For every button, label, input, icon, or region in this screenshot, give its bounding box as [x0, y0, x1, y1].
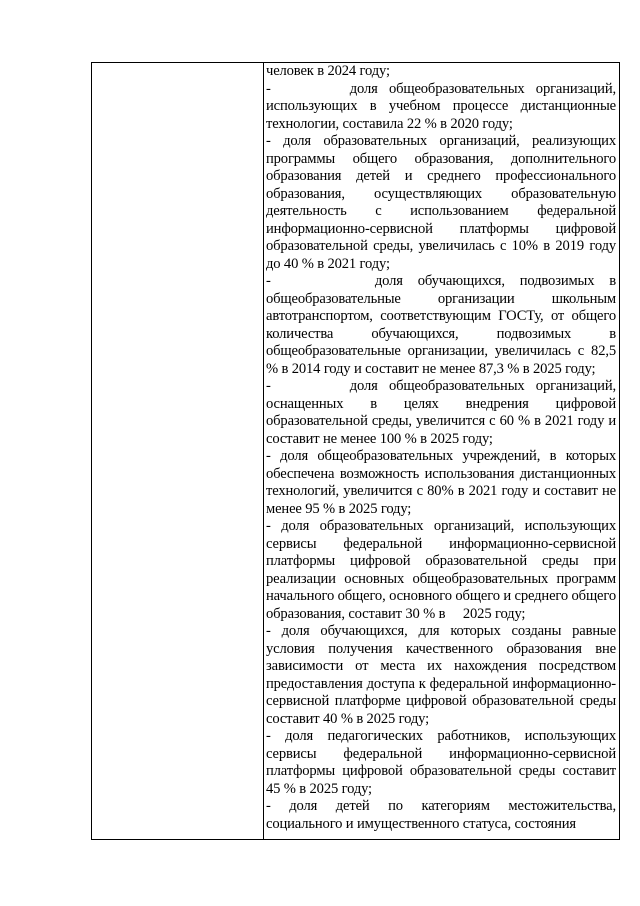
content-table [91, 62, 620, 840]
text-paragraph-7: - доля образовательных организаций, использующих сервисы федеральной информационно-сервисной платформы цифровой образовательной среды при реализации основных общеобразовательных программ начального общего, основного общего и среднего общего образования, составит 30 % в 2025 году; [266, 518, 616, 622]
text-paragraph-2: - доля общеобразовательных организаций, использующих в учебном процессе дистанционные технологии, составила 22 % в 2020 году; [266, 80, 616, 132]
text-paragraph-10: - доля детей по категориям местожительства, социального и имущественного статуса, состояния [266, 798, 616, 832]
text-paragraph-4: - доля обучающихся, подвозимых в общеобразовательные организации школьным автотранспортом, соответствующим ГОСТу, от общего количества обучающихся, подвозимых в общеобразовательные организации, увеличилась с 82,5 % в 2014 году и составит не менее 87,3 % в 2025 году; [266, 273, 616, 377]
text-paragraph-9: - доля педагогических работников, использующих сервисы федеральной информационно-сервисной платформы цифровой образовательной среды составит 45 % в 2025 году; [266, 728, 616, 797]
text-paragraph-6: - доля общеобразовательных учреждений, в которых обеспечена возможность использования дистанционных технологий, увеличится с 80% в 2021 году и составит не менее 95 % в 2025 году; [266, 448, 616, 517]
text-paragraph-3: - доля образовательных организаций, реализующих программы общего образования, дополнительного образования детей и среднего профессионального образования, осуществляющих образовательную деятельность с использованием федеральной информационно-сервисной платформы цифровой образовательной среды, увеличилась с 10% в 2019 году до 40 % в 2021 году; [266, 133, 616, 272]
text-paragraph-8: - доля обучающихся, для которых созданы равные условия получения качественного образования вне зависимости от места их нахождения посредством предоставления доступа к федеральной информационно-сервисной платформе цифровой образовательной среды составит 40 % в 2025 году; [266, 623, 616, 727]
text-paragraph-5: - доля общеобразовательных организаций, оснащенных в целях внедрения цифровой образовательной среды, увеличится с 60 % в 2021 году и составит не менее 100 % в 2025 году; [266, 378, 616, 447]
table-right-cell [264, 63, 619, 839]
text-paragraph-1: человек в 2024 году; [266, 63, 390, 79]
table-left-cell [92, 63, 264, 839]
